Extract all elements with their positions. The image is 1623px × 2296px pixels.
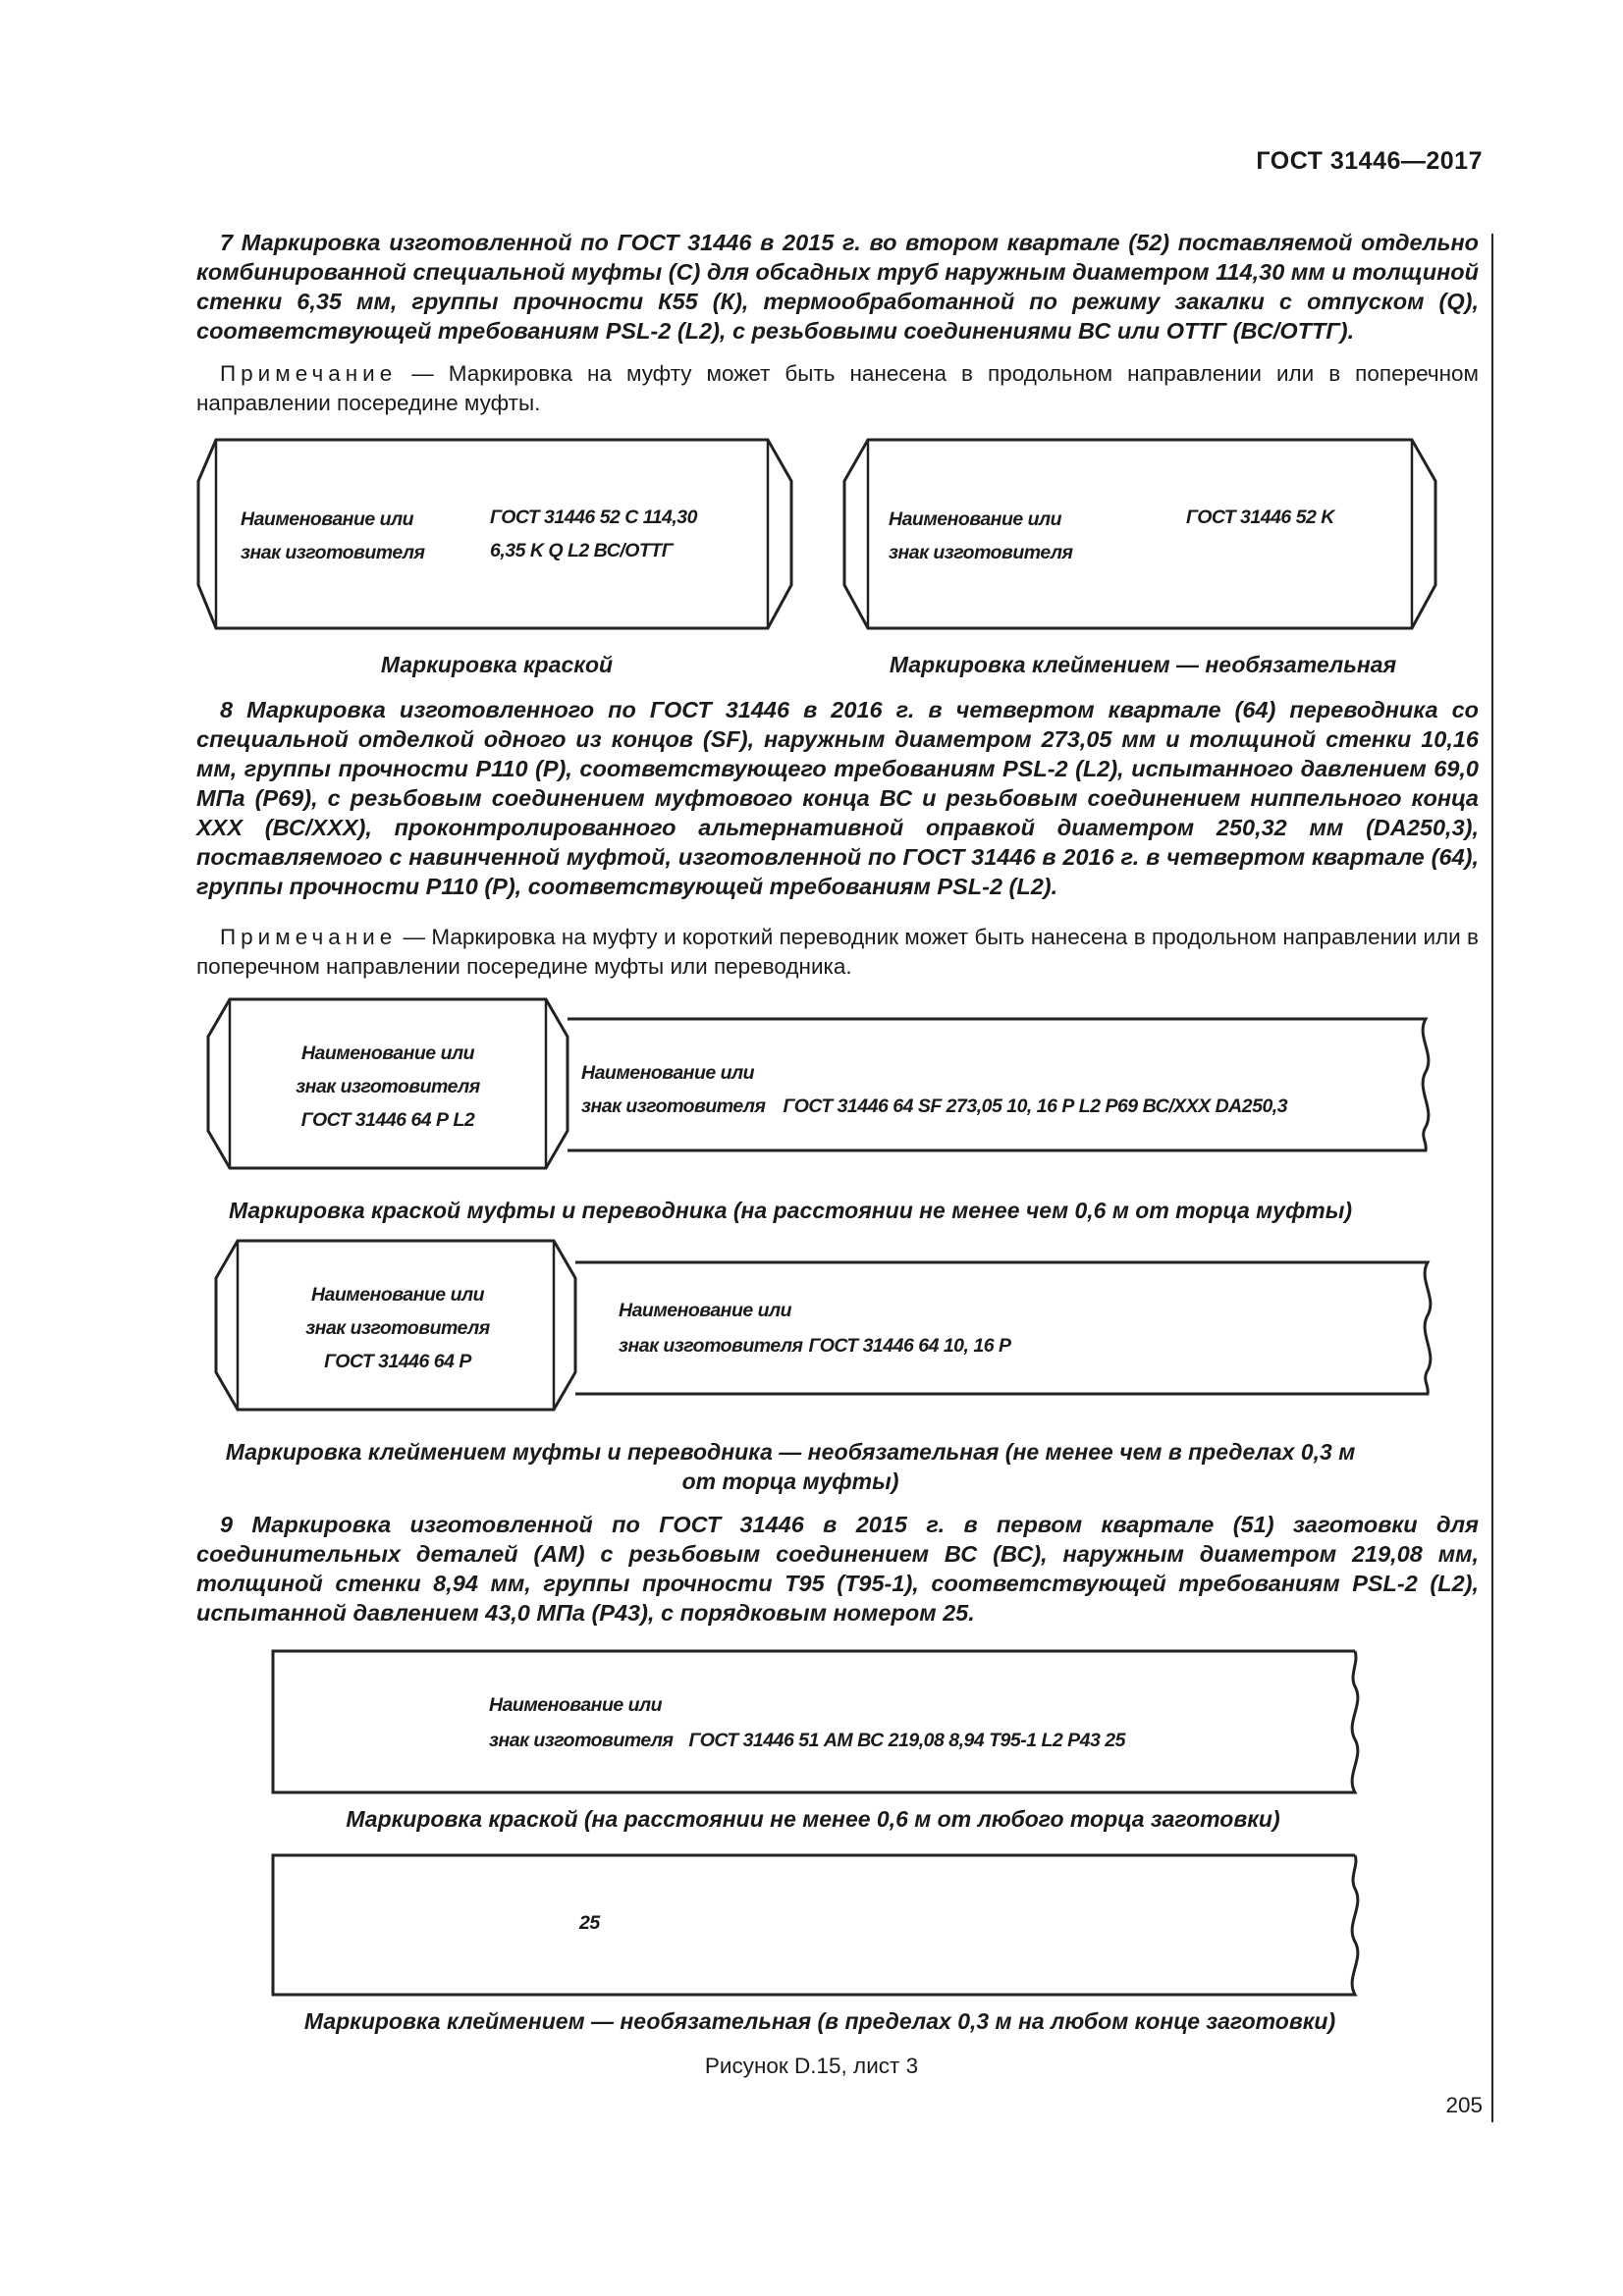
item-7-paragraph: 7 Маркировка изготовленной по ГОСТ 31446 в 2015 г. во втором квартале (52) поставляемой отдельно комбинированной специальной муфты (С) для обсадных труб наружным диаметром 114,30 мм и толщиной стенки 6,35 мм, группы прочности К55 (К), термообработанной по режиму закалки с отпуском (Q), соответствующей требованиям PSL-2 (L2), с резьбовыми соединениями ВС или ОТТГ (ВС/ОТТГ). <box>196 230 1479 344</box>
item-7-stamp-code: ГОСТ 31446 52 K <box>1186 507 1334 528</box>
item-8-stamp-caption: Маркировка клеймением муфты и переводника — необязательная (не менее чем в пределах 0,3 м от торца муфты) <box>225 1439 1356 1494</box>
item-8-stamp-sub-line: знак изготовителя ГОСТ 31446 64 10, 16 Р <box>619 1335 1011 1357</box>
item-9-stamp-code: 25 <box>579 1912 600 1934</box>
item-9-stamp-blank-outline <box>271 1853 1369 1997</box>
item-9-paint-caption: Маркировка краской (на расстоянии не менее 0,6 м от любого торца заготовки) <box>346 1806 1280 1832</box>
item-9-paint-maker: Наименование или <box>489 1694 663 1716</box>
document-header: ГОСТ 31446—2017 <box>1256 147 1483 175</box>
figure-caption: Рисунок D.15, лист 3 <box>704 2054 919 2078</box>
item-9-paint-blank-outline <box>271 1649 1369 1794</box>
item-8-paint-sub-line: знак изготовителя ГОСТ 31446 64 SF 273,05 10, 16 Р L2 P69 ВС/ХХХ DA250,3 <box>581 1095 1288 1117</box>
item-7-note: Примечание — Маркировка на муфту может быть нанесена в продольном направлении или в поперечном направлении посередине муфты. <box>196 361 1479 415</box>
item-7-stamp-maker: Наименование или знак изготовителя <box>889 508 1073 563</box>
item-7-paint-code: ГОСТ 31446 52 С 114,30 6,35 K Q L2 ВС/ОТТГ <box>490 507 697 561</box>
item-7-paint-maker: Наименование или знак изготовителя <box>241 508 425 563</box>
margin-rule <box>1491 234 1493 2122</box>
item-7-stamp-caption: Маркировка клеймением — необязательная <box>889 652 1397 677</box>
item-9-paragraph: 9 Маркировка изготовленной по ГОСТ 31446 в 2015 г. в первом квартале (51) заготовки для соединительных деталей (АМ) с резьбовым соединением ВС (ВС), наружным диаметром 219,08 мм, толщиной стенки 8,94 мм, группы прочности Т95 (Т95-1), соответствующей требованиям PSL-2 (L2), испытанной давлением 43,0 МПа (Р43), с порядковым номером 25. <box>196 1512 1479 1626</box>
item-8-paint-sub-maker: Наименование или <box>581 1062 755 1084</box>
item-8-note: Примечание — Маркировка на муфту и короткий переводник может быть нанесена в продольном направлении или в поперечном направлении посередине муфты или переводника. <box>196 925 1479 979</box>
item-7-paint-caption: Маркировка краской <box>380 652 614 677</box>
item-8-paragraph: 8 Маркировка изготовленного по ГОСТ 31446 в 2016 г. в четвертом квартале (64) переводника со специальной отделкой одного из концов (SF), наружным диаметром 273,05 мм и толщиной стенки 10,16 мм, группы прочности Р110 (Р), соответствующего требованиям PSL-2 (L2), испытанного давлением 69,0 МПа (Р69), с резьбовым соединением муфтового конца ВС и резьбовым соединением ниппельного конца ХХХ (ВС/ХХХ), проконтролированного альтернативной оправкой диаметром 250,32 мм (DA250,3), поставляемого с навинченной муфтой, изготовленной по ГОСТ 31446 в 2016 г. в четвертом квартале (64), группы прочности Р110 (Р), соответствующей требованиям PSL-2 (L2). <box>196 697 1479 899</box>
page-number: 205 <box>1445 2093 1483 2117</box>
item-8-paint-caption: Маркировка краской муфты и переводника (на расстоянии не менее чем 0,6 м от торца муфты) <box>228 1198 1353 1223</box>
item-9-stamp-caption: Маркировка клеймением — необязательная (в пределах 0,3 м на любом конце заготовки) <box>303 2008 1336 2034</box>
item-8-stamp-coupling-text: Наименование или знак изготовителя ГОСТ 31446 64 Р <box>305 1284 490 1372</box>
item-8-paint-coupling-text: Наименование или знак изготовителя ГОСТ 31446 64 Р L2 <box>296 1042 480 1131</box>
item-8-stamp-sub-maker: Наименование или <box>619 1300 792 1321</box>
item-9-paint-line: знак изготовителя ГОСТ 31446 51 АМ ВС 219,08 8,94 T95-1 L2 P43 25 <box>489 1730 1125 1751</box>
